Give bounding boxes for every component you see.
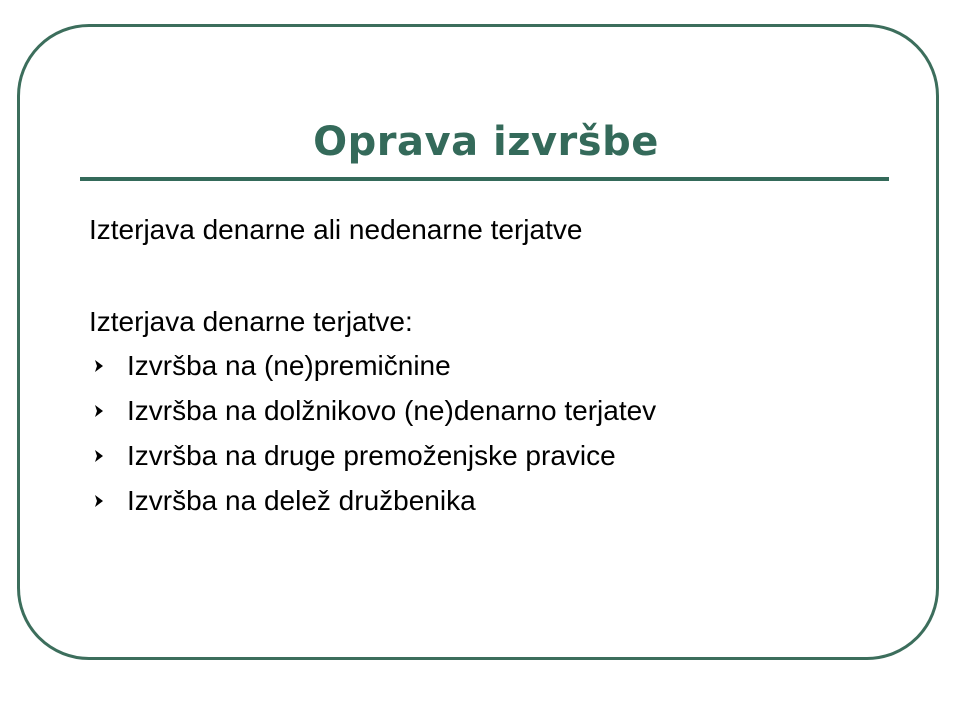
arrowhead-bullet-icon [92,403,108,419]
arrowhead-bullet-icon [92,493,108,509]
subheading-text: Izterjava denarne terjatve: [89,306,413,337]
slide-title: Oprava izvršbe [313,119,659,165]
intro-text: Izterjava denarne ali nedenarne terjatve [89,214,583,245]
bullet-text: Izvršba na dolžnikovo (ne)denarno terjatev [127,395,657,426]
title-divider [80,177,889,181]
arrowhead-bullet-icon [92,358,108,374]
bullet-text: Izvršba na druge premoženjske pravice [127,440,616,471]
arrowhead-bullet-icon [92,448,108,464]
bullet-text: Izvršba na delež družbenika [127,485,476,516]
bullet-text: Izvršba na (ne)premičnine [127,350,451,381]
